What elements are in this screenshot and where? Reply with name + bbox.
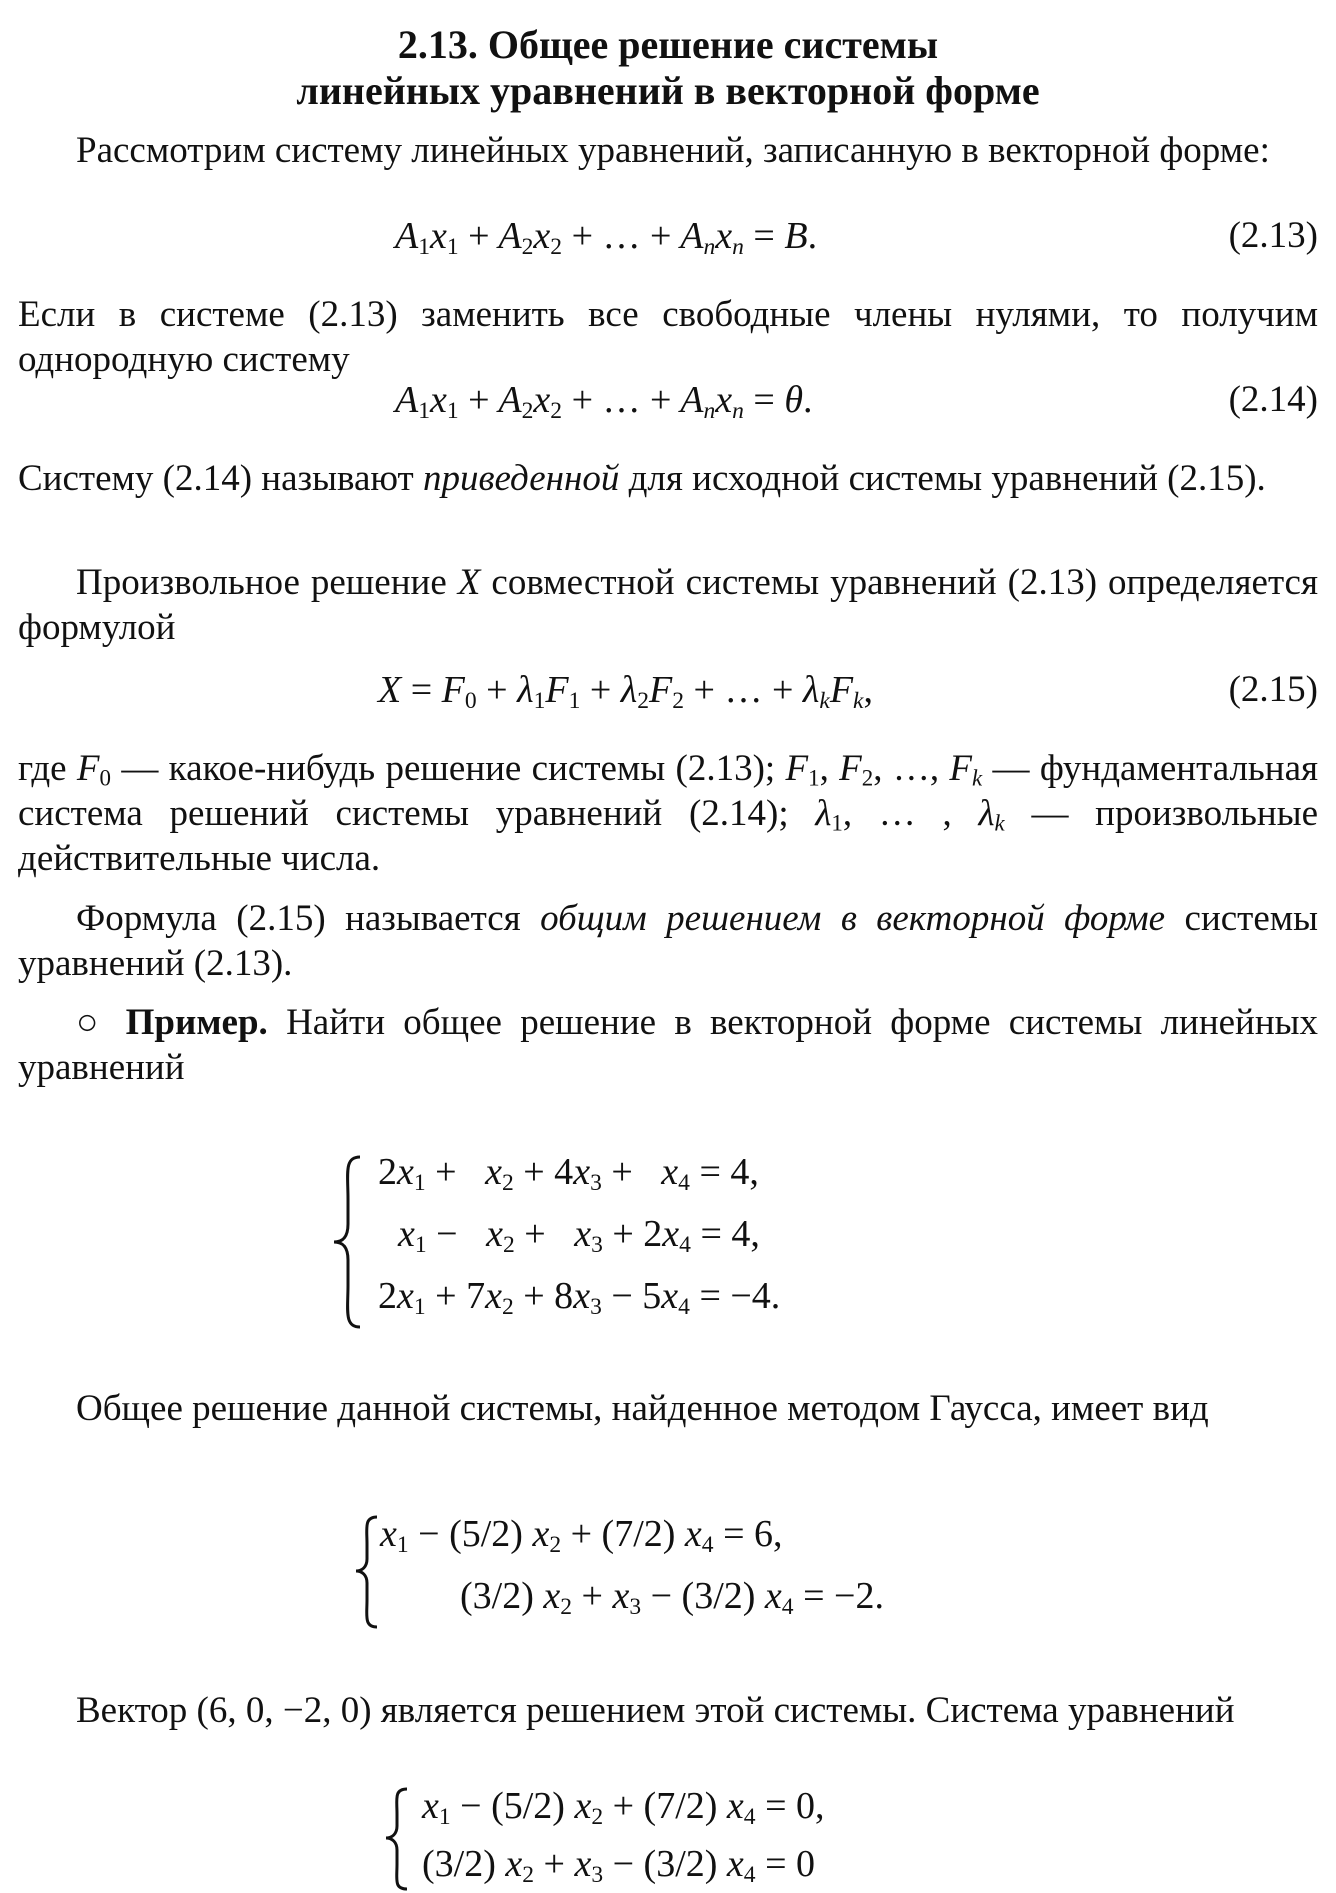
p5-text-d: — произвольные действительные числа.: [18, 793, 1319, 880]
equation-2-13: $A_1x_1 + A_2x_2$ + … + $A_nx_n = B$.: [395, 215, 818, 260]
equation-number-2-15: (2.15): [1228, 669, 1318, 710]
equation-number-2-14: (2.14): [1228, 379, 1318, 420]
paragraph-reduced: [18, 456, 1318, 501]
gauss-row-2: (3/2) $x_2 + x_3 - (3/2) x_4 = -2$.: [460, 1575, 884, 1620]
paragraph-homogeneous: Если в системе (2.13) заменить все свободные члены нулями, то получим однородную систему: [18, 294, 1318, 381]
p4-text-b: совместной системы уравнений (2.13) определяется формулой: [18, 562, 1318, 649]
system-homogeneous: [382, 1784, 942, 1892]
p3-emphasis: приведенной: [422, 458, 620, 499]
p6-text-a: Формула (2.15) называется: [76, 898, 521, 939]
paragraph-example: [18, 1000, 1318, 1090]
system-original: [330, 1150, 890, 1330]
example-circle-icon: ○: [76, 1002, 108, 1043]
p3-text-a: Систему (2.14) называют: [18, 458, 414, 499]
gauss-row-1: $x_1 - (5/2) x_2 + (7/2) x_4 = 6$,: [380, 1513, 783, 1558]
p5-text-a: где: [18, 748, 67, 789]
paragraph-arbitrary-solution: [18, 560, 1318, 650]
paragraph-intro: Рассмотрим систему линейных уравнений, записанную в векторной форме:: [76, 130, 1270, 171]
system-row-3: $2x_1 + 7x_2 + 8x_3 - 5x_4 = -4$.: [378, 1275, 781, 1320]
equation-2-14: $A_1x_1 + A_2x_2$ + … + $A_nx_n = \theta$.: [395, 379, 813, 424]
left-brace-icon: [382, 1786, 410, 1892]
system-gauss-solution: [352, 1512, 992, 1632]
paragraph-vector: Вектор (6, 0, −2, 0) является решением этой системы. Система уравнений: [76, 1690, 1235, 1731]
p4-text-a: Произвольное решение: [76, 562, 447, 603]
equation-number-2-13: (2.13): [1228, 215, 1318, 256]
homog-row-1: $x_1 - (5/2) x_2 + (7/2) x_4 = 0$,: [422, 1785, 825, 1830]
section-title: [0, 22, 1336, 114]
p3-text-b: для исходной системы уравнений (2.15).: [628, 458, 1266, 499]
system-row-1: $2x_1 + x_2 + 4x_3 + x_4 = 4$,: [378, 1151, 759, 1196]
paragraph-where: где $F_0$ — какое-нибудь решение системы (2.13); $F_1$, $F_2$, …, $F_k$ — фундаментальная система решений системы уравнений (2.14); $\lambda_1$, … , $\lambda_k$ — произвольные действительные числа.: [18, 748, 1319, 880]
homog-row-2: (3/2) $x_2 + x_3 - (3/2) x_4 = 0$: [422, 1843, 816, 1888]
example-label: Пример.: [125, 1002, 268, 1043]
system-row-2: $x_1 - x_2 + x_3 + 2x_4 = 4$,: [398, 1213, 760, 1258]
title-line-2: линейных уравнений в векторной форме: [296, 68, 1040, 113]
paragraph-general-solution: [18, 896, 1318, 986]
left-brace-icon: [330, 1154, 364, 1330]
p5-text-b: — какое-нибудь решение системы (2.13);: [121, 748, 776, 789]
paragraph-gauss: Общее решение данной системы, найденное методом Гаусса, имеет вид: [76, 1388, 1209, 1429]
title-line-1: 2.13. Общее решение системы: [397, 22, 939, 67]
p5-text-c: — фундаментальная система решений системы уравнений (2.14);: [18, 748, 1319, 835]
p6-emphasis: общим решением в векторной форме: [540, 898, 1166, 939]
equation-2-15: $X = F_0 + \lambda_1F_1 + \lambda_2F_2$ + … + $\lambda_kF_k$,: [378, 669, 873, 714]
left-brace-icon: [352, 1514, 380, 1630]
p4-variable-x: X: [457, 562, 481, 603]
example-text: Найти общее решение в векторной форме системы линейных уравнений: [18, 1002, 1319, 1089]
p6-text-b: системы уравнений (2.13).: [18, 898, 1319, 985]
